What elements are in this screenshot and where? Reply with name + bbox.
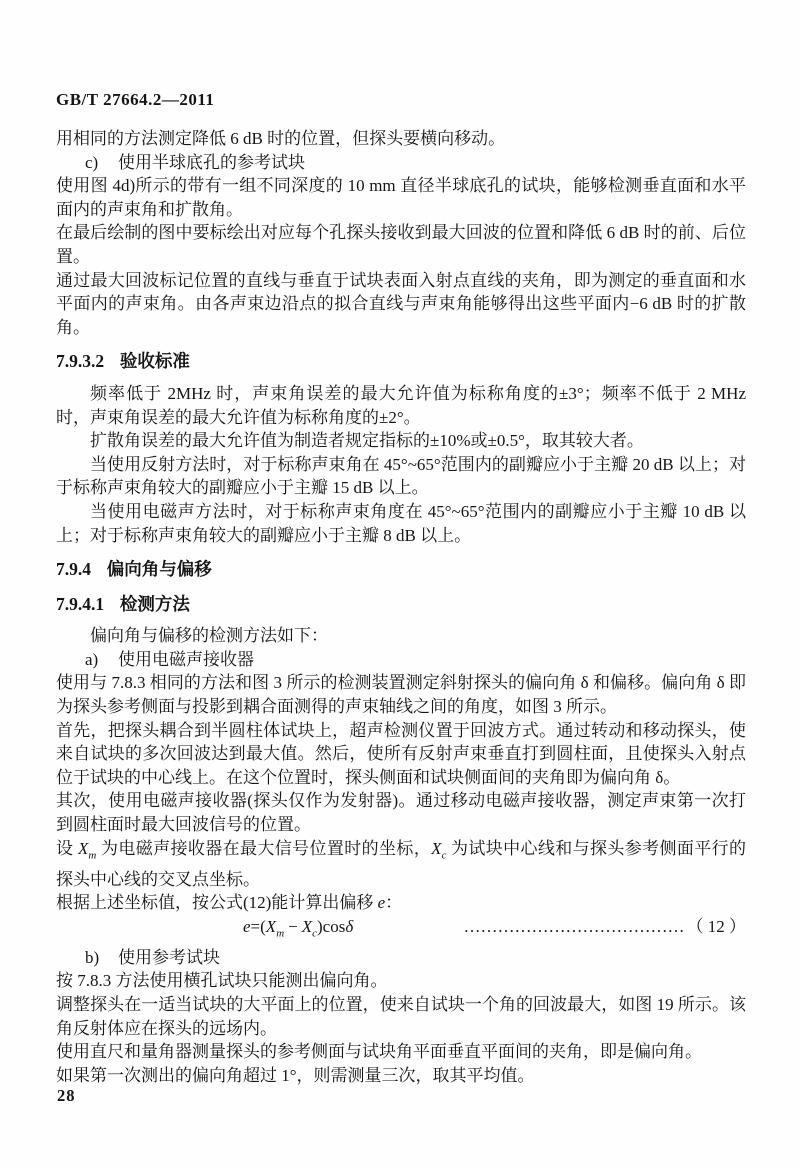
paragraph: 频率低于 2MHz 时，声束角误差的最大允许值为标称角度的±3°；频率不低于 2 MHz 时，声束角误差的最大允许值为标称角度的±2°。 [56,383,746,427]
list-item-a [56,648,746,672]
section-title: 验收标准 [119,351,190,372]
paragraph: 调整探头在一适当试块的大平面上的位置，使来自试块一个角的回波最大，如图 19 所示。该角反射体应在探头的远场内。 [56,994,746,1038]
paragraph: 扩散角误差的最大允许值为制造者规定指标的±10%或±0.5°，取其较大者。 [90,431,644,451]
paragraph-formula-intro [56,891,746,915]
paragraph: 当使用反射方法时，对于标称声束角在 45°~65°范围内的副瓣应小于主瓣 20 dB 以上；对于标称声束角较大的副瓣应小于主瓣 15 dB 以上。 [56,454,746,498]
section-heading-7941 [56,593,746,617]
section-heading-794 [56,558,746,582]
list-item-label: c) [85,152,99,172]
dot-leader: ………………………………… [463,916,685,936]
list-item-b [56,946,746,970]
paragraph: 使用图 4d)所示的带有一组不同深度的 10 mm 直径半球底孔的试块，能够检测垂直面和水平面内的声束角和扩散角。 [56,176,746,219]
document-body [56,127,746,1087]
list-item-title: 使用电磁声接收器 [118,649,254,669]
list-item-title: 使用半球底孔的参考试块 [118,152,305,172]
section-number: 7.9.3.2 [56,351,105,372]
paragraph-with-variables [56,837,746,892]
section-title: 检测方法 [119,593,190,614]
text-run: 为试块中心线和与探头参考侧面平行的探头中心线的交叉点坐标。 [56,838,746,889]
equation-number: （ 12 ） [686,916,746,936]
paragraph: 其次，使用电磁声接收器(探头仅作为发射器)。通过移动电磁声接收器，测定声束第一次打到圆柱面时最大回波信号的位置。 [56,791,746,835]
variable-e: e [377,893,386,913]
variable-Xc: $X_c$ [431,838,447,862]
paragraph-list-continuation: 用相同的方法测定降低 6 dB 时的位置，但探头要横向移动。 [56,129,506,148]
text-run: ： [385,893,403,913]
section-number: 7.9.4.1 [56,593,105,614]
paragraph: 使用与 7.8.3 相同的方法和图 3 所示的检测装置测定斜射探头的偏向角 δ 和偏移。偏向角 δ 即为探头参考侧面与投影到耦合面测得的声束轴线之间的角度，如图 3 所示。 [56,673,746,717]
paragraph: 按 7.8.3 方法使用横孔试块只能测出偏向角。 [56,971,388,991]
list-item-title: 使用参考试块 [118,947,220,967]
paragraph: 在最后绘制的图中要标绘出对应每个孔探头接收到最大回波的位置和降低 6 dB 时的前、后位置。 [56,223,746,266]
list-item-label: a) [85,649,99,669]
text-run: 根据上述坐标值，按公式(12)能计算出偏移 [56,893,378,913]
section-number: 7.9.4 [56,559,91,580]
paragraph: 使用直尺和量角器测量探头的参考侧面与试块角平面垂直平面间的夹角，即是偏向角。 [56,1042,702,1062]
variable-Xm: $X_m$ [78,838,97,862]
section-title: 偏向角与偏移 [106,559,212,580]
paragraph: 当使用电磁声方法时，对于标称声束角度在 45°~65°范围内的副瓣应小于主瓣 10 dB 以上；对于标称声束角较大的副瓣应小于主瓣 8 dB 以上。 [56,501,746,545]
list-item-label: b) [85,947,100,967]
paragraph: 如果第一次测出的偏向角超过 1°，则需测量三次，取其平均值。 [56,1065,535,1085]
paragraph-lead-in: 偏向角与偏移的检测方法如下： [90,626,328,646]
standard-number-header: GB/T 27664.2—2011 [56,90,215,109]
list-item-c [56,151,746,175]
text-run: 设 [56,838,78,858]
equation-12: $e=(X_m - X_c)\cos\delta$ [243,916,354,940]
text-run: 为电磁声接收器在最大信号位置时的坐标， [96,838,432,858]
equation-12-row [118,915,746,946]
page-number: 28 [57,1086,76,1105]
paragraph: 首先，把探头耦合到半圆柱体试块上，超声检测仪置于回波方式。通过转动和移动探头，使来自试块的多次回波达到最大值。然后，使所有反射声束垂直打到圆柱面，且使探头入射点位于试块的中心线上。在这个位置时，探头侧面和试块侧面间的夹角即为偏向角 δ。 [56,720,746,787]
paragraph: 通过最大回波标记位置的直线与垂直于试块表面入射点直线的夹角，即为测定的垂直面和水平面内的声束角。由各声束边沿点的拟合直线与声束角能够得出这些平面内−6 dB 时的扩散角。 [56,270,746,337]
section-heading-7932 [56,350,746,374]
